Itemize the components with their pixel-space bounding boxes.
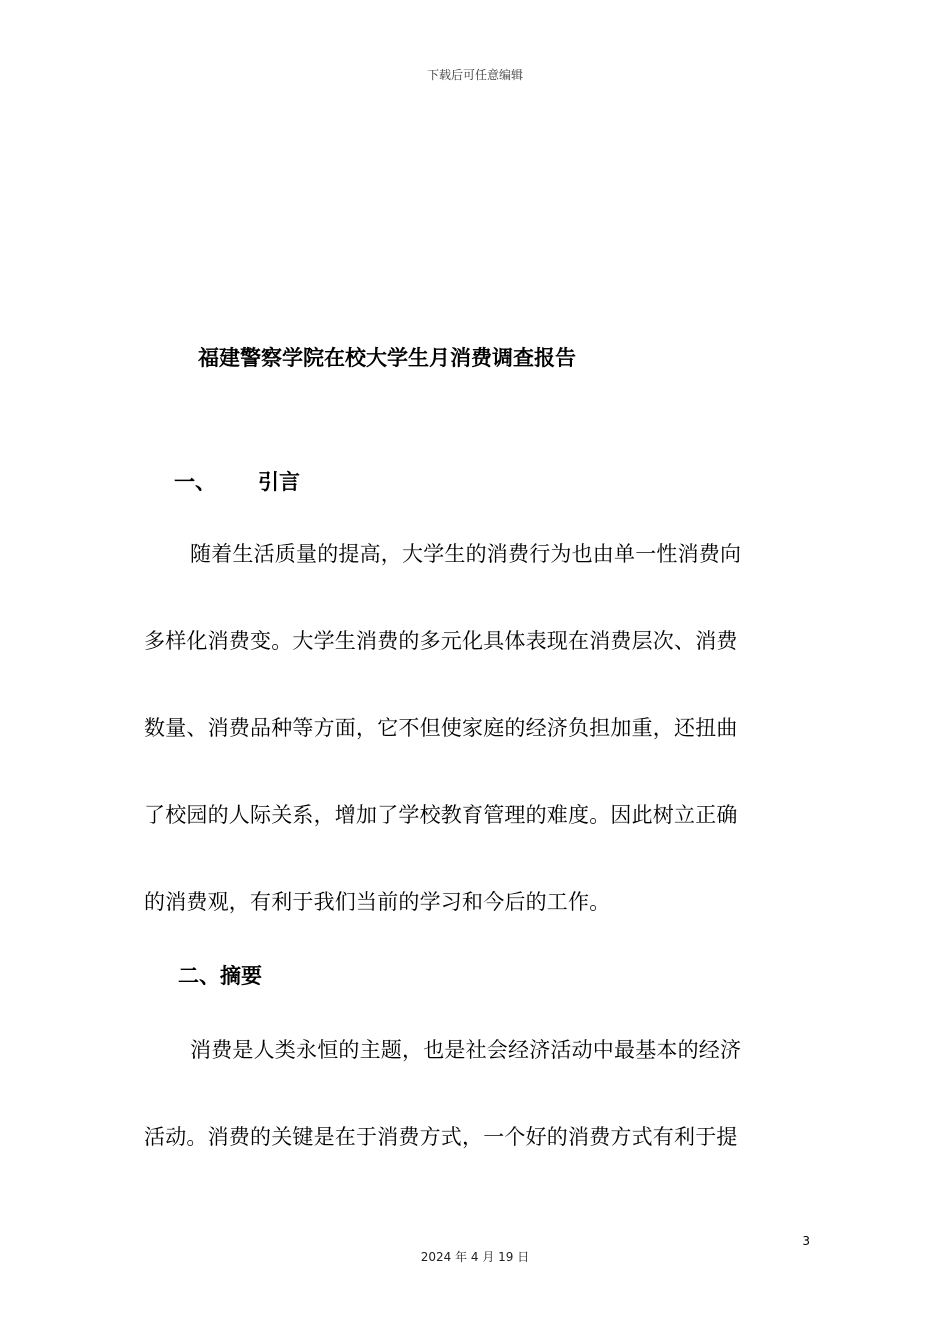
section-title: 引言: [258, 470, 300, 494]
page-footer-date: 2024 年 4 月 19 日: [420, 1250, 530, 1264]
paragraph-line: 数量、消费品种等方面，它不但使家庭的经济负担加重，还扭曲: [144, 716, 738, 740]
document-title: 福建警察学院在校大学生月消费调查报告: [198, 346, 576, 370]
paragraph-line: 随着生活质量的提高，大学生的消费行为也由单一性消费向: [190, 542, 742, 566]
paragraph-line: 消费是人类永恒的主题，也是社会经济活动中最基本的经济: [190, 1038, 742, 1062]
paragraph-line: 多样化消费变。大学生消费的多元化具体表现在消费层次、消费: [144, 629, 738, 653]
paragraph-line: 的消费观，有利于我们当前的学习和今后的工作。: [144, 890, 611, 914]
section-heading-abstract: 二、摘要: [178, 964, 262, 988]
paragraph-line: 了校园的人际关系，增加了学校教育管理的难度。因此树立正确: [144, 803, 738, 827]
page-header: 下载后可任意编辑: [426, 68, 523, 82]
section-heading-introduction: [174, 466, 300, 496]
page-number: 3: [802, 1234, 810, 1248]
section-number: 一、: [174, 470, 216, 494]
paragraph-line: 活动。消费的关键是在于消费方式，一个好的消费方式有利于提: [144, 1125, 738, 1149]
